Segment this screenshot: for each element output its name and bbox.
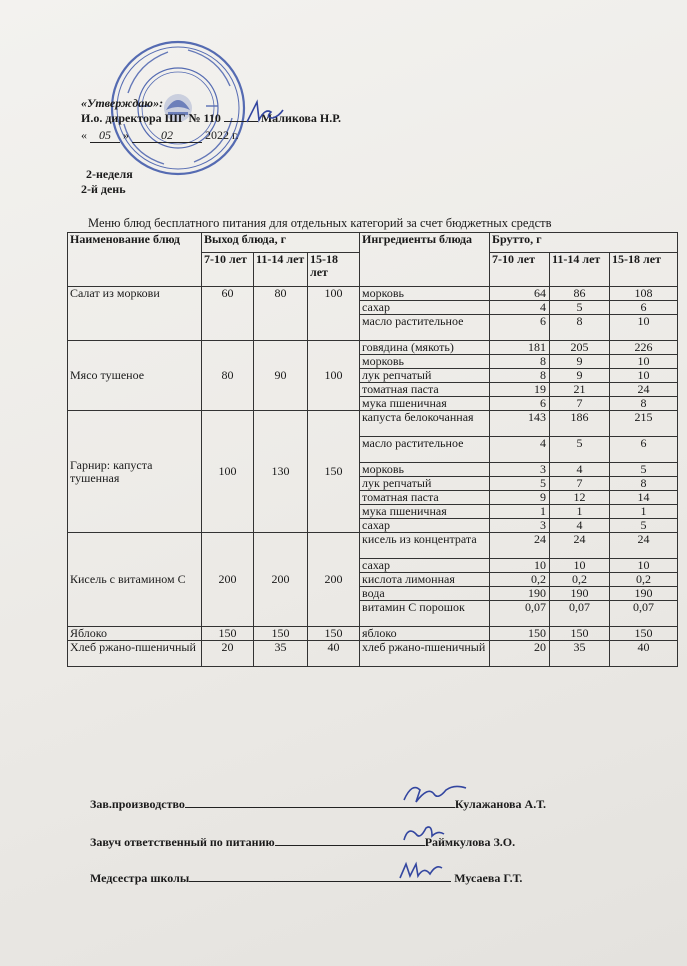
- approval-director-line: [81, 110, 341, 125]
- brutto-cell: 4: [550, 463, 610, 477]
- header-output-age-11-14: 11-14 лет: [254, 253, 308, 287]
- brutto-cell: 150: [490, 627, 550, 641]
- table-row: [68, 287, 678, 301]
- ingredient-cell: витамин С порошок: [360, 601, 490, 627]
- production-name: Кулажанова А.Т.: [454, 797, 546, 811]
- director-title: И.о. директора ШГ № 110: [81, 111, 221, 125]
- brutto-cell: 9: [550, 369, 610, 383]
- date-quote-close: »: [123, 128, 129, 142]
- nutrition-signature: [398, 820, 448, 846]
- brutto-cell: 1: [610, 505, 678, 519]
- ingredient-cell: лук репчатый: [360, 477, 490, 491]
- dish-output-cell: 200: [254, 533, 308, 627]
- ingredient-cell: вода: [360, 587, 490, 601]
- dish-output-cell: 35: [254, 641, 308, 667]
- table-row: [68, 411, 678, 437]
- header-dish: Наименование блюд: [68, 233, 202, 287]
- dish-output-cell: 200: [308, 533, 360, 627]
- dish-output-cell: 150: [308, 411, 360, 533]
- brutto-cell: 6: [490, 315, 550, 341]
- dish-output-cell: 100: [308, 341, 360, 411]
- dish-output-cell: 90: [254, 341, 308, 411]
- week-label: 2-неделя: [86, 167, 133, 181]
- dish-output-cell: 100: [308, 287, 360, 341]
- nutrition-name: Раймкулова З.О.: [424, 835, 516, 849]
- ingredient-cell: морковь: [360, 463, 490, 477]
- brutto-cell: 20: [490, 641, 550, 667]
- brutto-cell: 7: [550, 477, 610, 491]
- brutto-cell: 150: [550, 627, 610, 641]
- brutto-cell: 226: [610, 341, 678, 355]
- brutto-cell: 5: [550, 437, 610, 463]
- brutto-cell: 6: [490, 397, 550, 411]
- ingredient-cell: сахар: [360, 519, 490, 533]
- footer-production: [90, 796, 546, 812]
- nutrition-label: Завуч ответственный по питанию: [90, 835, 275, 849]
- header-output-age-7-10: 7-10 лет: [202, 253, 254, 287]
- director-name: Маликова Н.Р.: [260, 111, 342, 125]
- ingredient-cell: мука пшеничная: [360, 505, 490, 519]
- dish-name-cell: Гарнир: капуста тушенная: [68, 411, 202, 533]
- header-brutto-age-11-14: 11-14 лет: [550, 253, 610, 287]
- dish-name-cell: Яблоко: [68, 627, 202, 641]
- brutto-cell: 24: [610, 383, 678, 397]
- table-row: [68, 641, 678, 667]
- approval-date: [81, 128, 239, 143]
- ingredient-cell: сахар: [360, 559, 490, 573]
- date-quote-open: «: [81, 128, 87, 142]
- brutto-cell: 10: [610, 369, 678, 383]
- ingredient-cell: мука пшеничная: [360, 397, 490, 411]
- brutto-cell: 4: [550, 519, 610, 533]
- brutto-cell: 10: [610, 559, 678, 573]
- brutto-cell: 21: [550, 383, 610, 397]
- dish-name-cell: Мясо тушеное: [68, 341, 202, 411]
- brutto-cell: 205: [550, 341, 610, 355]
- brutto-cell: 4: [490, 301, 550, 315]
- brutto-cell: 5: [610, 519, 678, 533]
- nurse-label: Медсестра школы: [90, 871, 190, 885]
- brutto-cell: 108: [610, 287, 678, 301]
- brutto-cell: 8: [550, 315, 610, 341]
- header-brutto-age-7-10: 7-10 лет: [490, 253, 550, 287]
- ingredient-cell: яблоко: [360, 627, 490, 641]
- dish-output-cell: 150: [308, 627, 360, 641]
- ingredient-cell: масло растительное: [360, 315, 490, 341]
- brutto-cell: 10: [610, 315, 678, 341]
- brutto-cell: 1: [550, 505, 610, 519]
- ingredient-cell: масло растительное: [360, 437, 490, 463]
- dish-output-cell: 100: [202, 411, 254, 533]
- brutto-cell: 150: [610, 627, 678, 641]
- brutto-cell: 186: [550, 411, 610, 437]
- ingredient-cell: морковь: [360, 355, 490, 369]
- brutto-cell: 6: [610, 301, 678, 315]
- dish-output-cell: 150: [254, 627, 308, 641]
- brutto-cell: 35: [550, 641, 610, 667]
- ingredient-cell: капуста белокочанная: [360, 411, 490, 437]
- ingredient-cell: томатная паста: [360, 491, 490, 505]
- day-label: 2-й день: [81, 182, 126, 196]
- date-year: 2022 г.: [205, 128, 239, 142]
- brutto-cell: 14: [610, 491, 678, 505]
- ingredient-cell: томатная паста: [360, 383, 490, 397]
- approval-heading: «Утверждаю»:: [81, 96, 164, 110]
- footer-nurse: [90, 870, 522, 886]
- menu-title: Меню блюд бесплатного питания для отдельных категорий за счет бюджетных средств: [88, 216, 552, 230]
- dish-name-cell: Кисель с витамином С: [68, 533, 202, 627]
- dish-name-cell: Хлеб ржано-пшеничный: [68, 641, 202, 667]
- brutto-cell: 5: [490, 477, 550, 491]
- dish-output-cell: 150: [202, 627, 254, 641]
- brutto-cell: 143: [490, 411, 550, 437]
- production-signature: [398, 778, 472, 808]
- brutto-cell: 24: [610, 533, 678, 559]
- brutto-cell: 8: [490, 355, 550, 369]
- ingredient-cell: кисель из концентрата: [360, 533, 490, 559]
- brutto-cell: 1: [490, 505, 550, 519]
- header-output-age-15-18: 15-18 лет: [308, 253, 360, 287]
- brutto-cell: 190: [610, 587, 678, 601]
- header-brutto-age-15-18: 15-18 лет: [610, 253, 678, 287]
- table-row: [68, 341, 678, 355]
- dish-output-cell: 80: [254, 287, 308, 341]
- brutto-cell: 5: [610, 463, 678, 477]
- date-month: 02: [132, 128, 202, 143]
- table-row: [68, 627, 678, 641]
- director-signature: [243, 98, 287, 128]
- brutto-cell: 24: [550, 533, 610, 559]
- production-label: Зав.производство: [90, 797, 185, 811]
- brutto-cell: 40: [610, 641, 678, 667]
- header-ingredients: Ингредиенты блюда: [360, 233, 490, 287]
- brutto-cell: 190: [550, 587, 610, 601]
- table-row: [68, 533, 678, 559]
- brutto-cell: 6: [610, 437, 678, 463]
- dish-name-cell: Салат из моркови: [68, 287, 202, 341]
- brutto-cell: 8: [490, 369, 550, 383]
- brutto-cell: 0,2: [490, 573, 550, 587]
- brutto-cell: 0,2: [610, 573, 678, 587]
- brutto-cell: 86: [550, 287, 610, 301]
- ingredient-cell: лук репчатый: [360, 369, 490, 383]
- brutto-cell: 9: [490, 491, 550, 505]
- dish-output-cell: 80: [202, 341, 254, 411]
- brutto-cell: 215: [610, 411, 678, 437]
- header-output: Выход блюда, г: [202, 233, 360, 253]
- header-brutto: Брутто, г: [490, 233, 678, 253]
- brutto-cell: 10: [550, 559, 610, 573]
- brutto-cell: 3: [490, 519, 550, 533]
- brutto-cell: 3: [490, 463, 550, 477]
- brutto-cell: 24: [490, 533, 550, 559]
- brutto-cell: 10: [610, 355, 678, 369]
- menu-table-body: [68, 287, 678, 667]
- brutto-cell: 4: [490, 437, 550, 463]
- brutto-cell: 0,07: [550, 601, 610, 627]
- dish-output-cell: 130: [254, 411, 308, 533]
- dish-output-cell: 60: [202, 287, 254, 341]
- brutto-cell: 0,07: [610, 601, 678, 627]
- dish-output-cell: 200: [202, 533, 254, 627]
- nurse-name: Мусаева Г.Т.: [454, 871, 523, 885]
- nurse-signature: [396, 856, 446, 884]
- ingredient-cell: морковь: [360, 287, 490, 301]
- ingredient-cell: говядина (мякоть): [360, 341, 490, 355]
- ingredient-cell: сахар: [360, 301, 490, 315]
- brutto-cell: 10: [490, 559, 550, 573]
- brutto-cell: 9: [550, 355, 610, 369]
- dish-output-cell: 40: [308, 641, 360, 667]
- brutto-cell: 64: [490, 287, 550, 301]
- footer-nutrition: [90, 834, 515, 850]
- brutto-cell: 7: [550, 397, 610, 411]
- brutto-cell: 0,07: [490, 601, 550, 627]
- brutto-cell: 190: [490, 587, 550, 601]
- brutto-cell: 5: [550, 301, 610, 315]
- brutto-cell: 8: [610, 397, 678, 411]
- brutto-cell: 8: [610, 477, 678, 491]
- ingredient-cell: хлеб ржано-пшеничный: [360, 641, 490, 667]
- date-day: 05: [90, 128, 120, 143]
- ingredient-cell: кислота лимонная: [360, 573, 490, 587]
- brutto-cell: 19: [490, 383, 550, 397]
- brutto-cell: 12: [550, 491, 610, 505]
- dish-output-cell: 20: [202, 641, 254, 667]
- brutto-cell: 181: [490, 341, 550, 355]
- brutto-cell: 0,2: [550, 573, 610, 587]
- menu-table: [67, 232, 678, 667]
